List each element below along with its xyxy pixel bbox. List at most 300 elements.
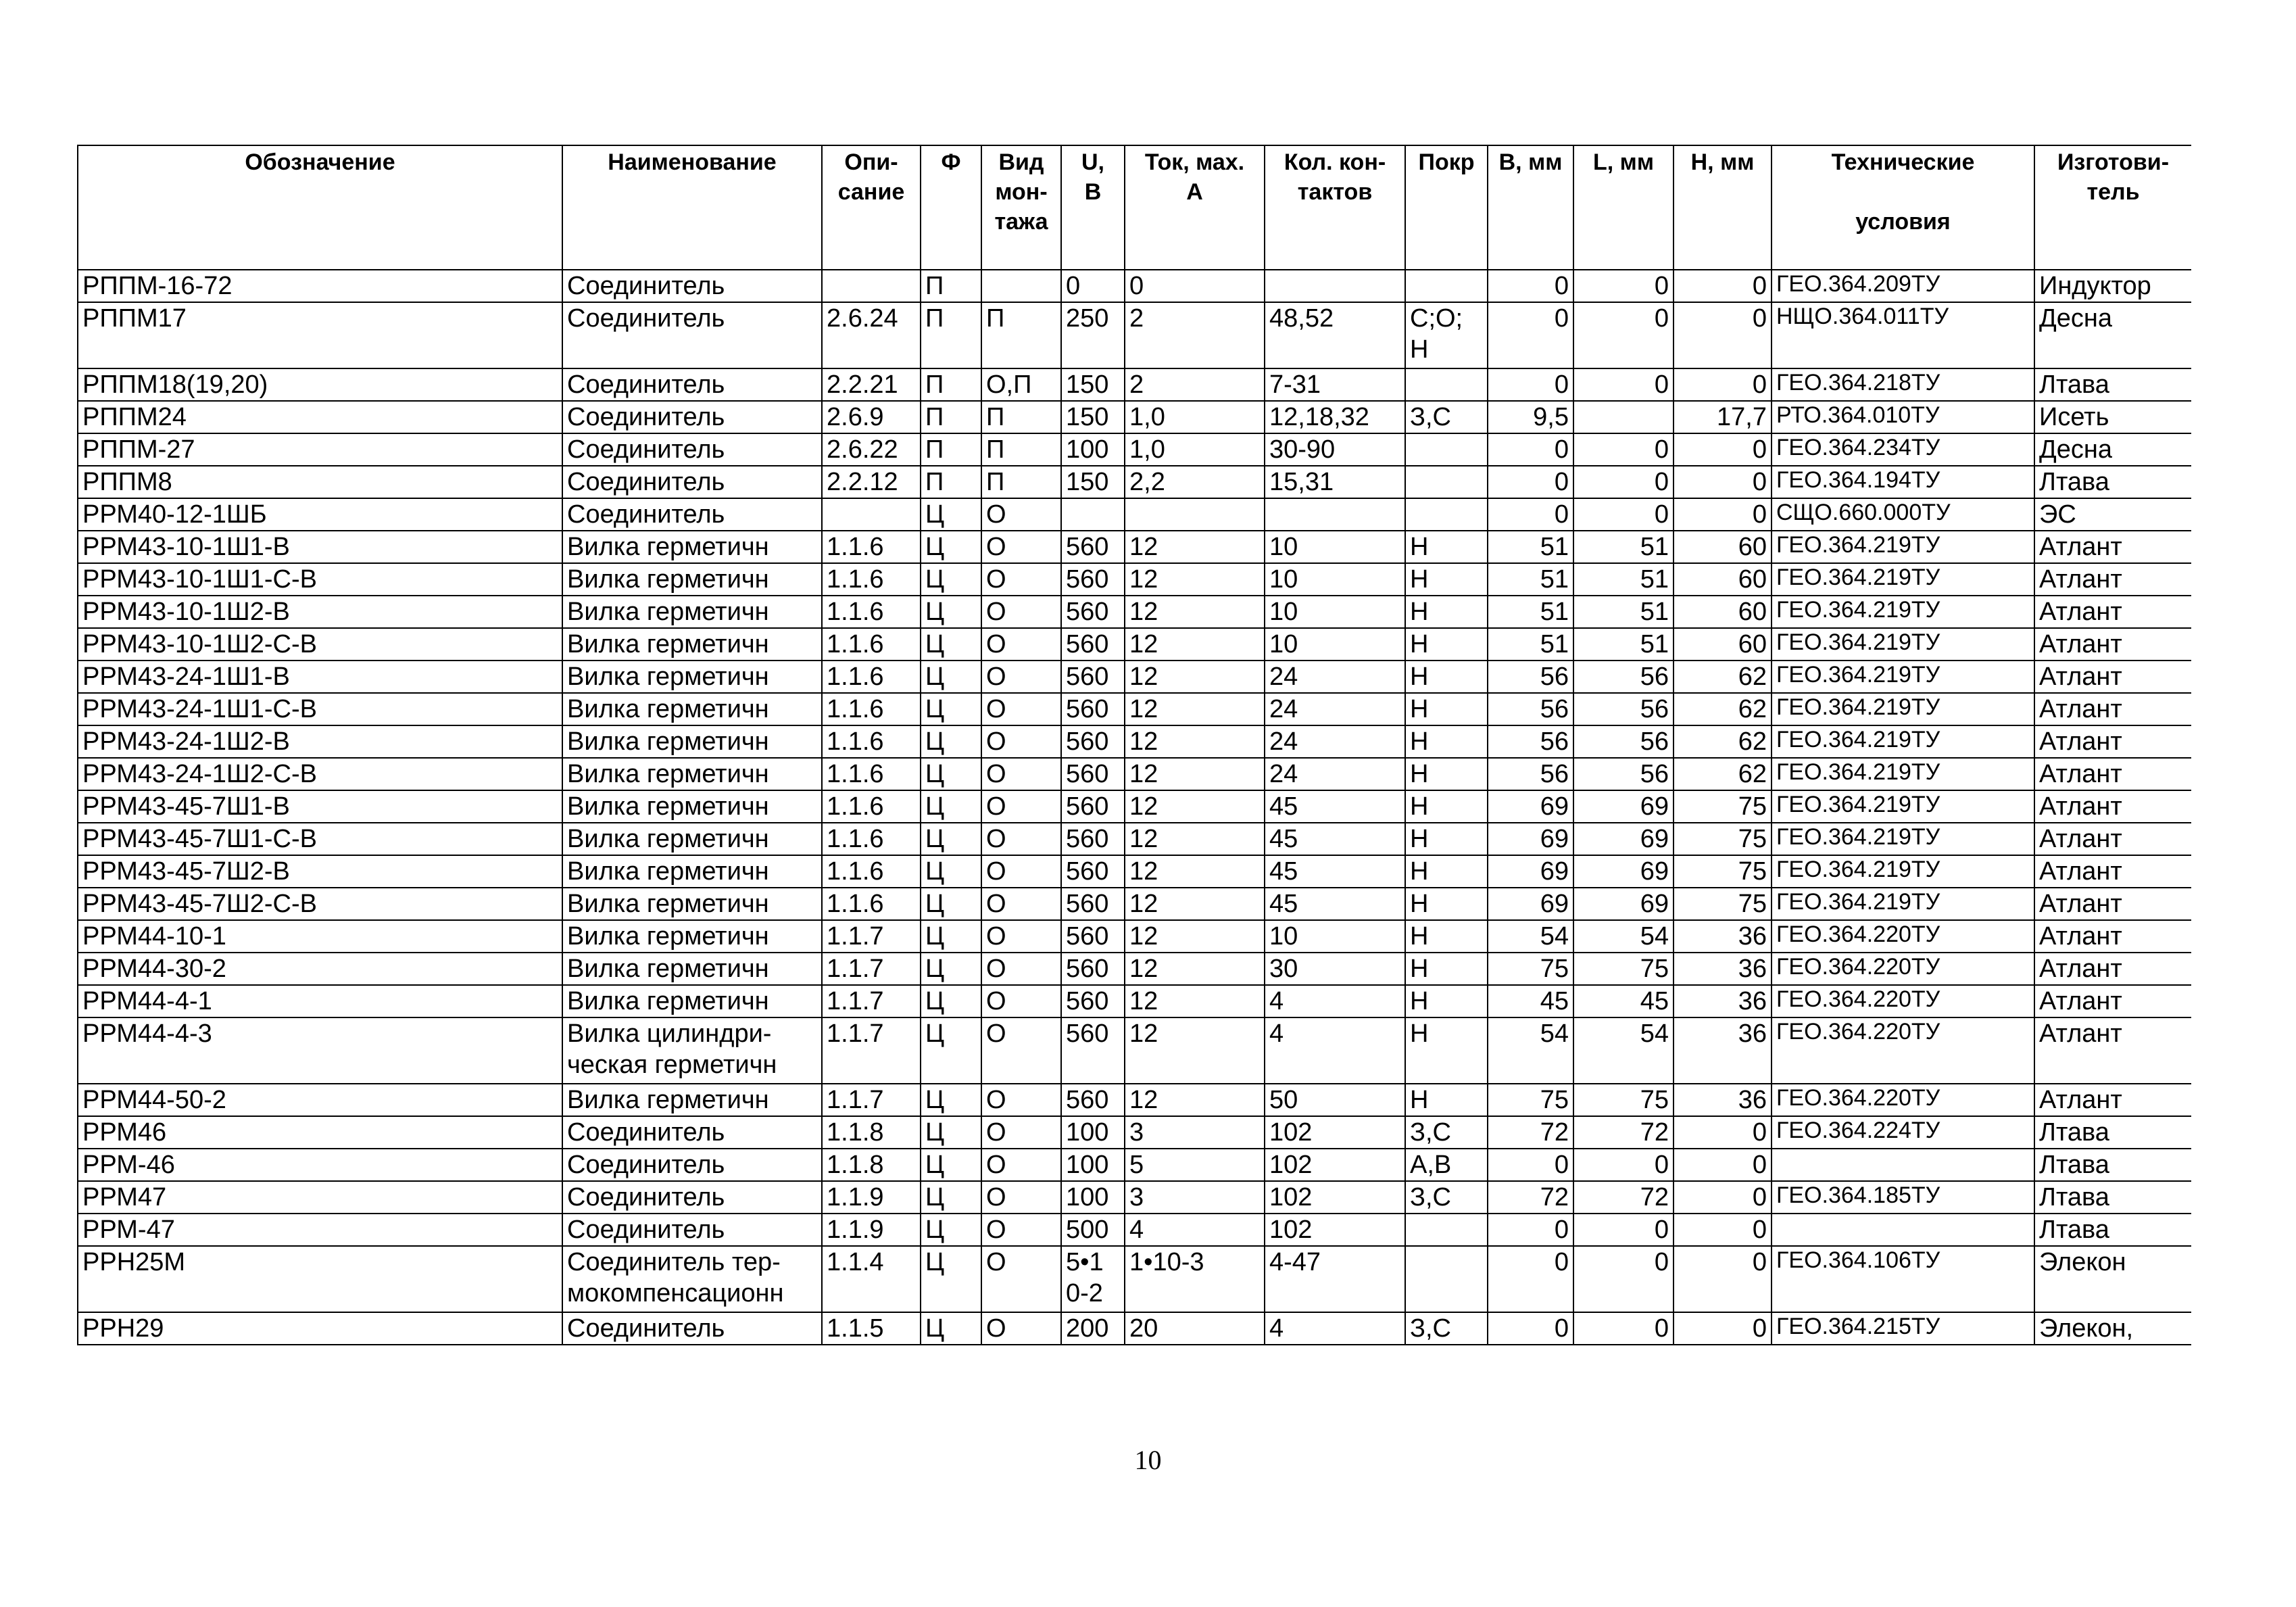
cell-b-mm: 72 [1488, 1116, 1573, 1149]
cell-designation: РППМ24 [78, 401, 562, 433]
cell-technical-conditions: ГЕО.364.220ТУ [1772, 1017, 2034, 1084]
cell-form: Ц [921, 661, 981, 693]
cell-mount-type: О [981, 1181, 1061, 1214]
cell-technical-conditions: ГЕО.364.219ТУ [1772, 823, 2034, 855]
cell-contact-count: 48,52 [1265, 302, 1405, 368]
cell-voltage: 560 [1061, 920, 1125, 953]
table-row [78, 433, 2191, 466]
cell-form: П [921, 401, 981, 433]
cell-form: Ц [921, 596, 981, 628]
cell-l-mm: 51 [1573, 596, 1674, 628]
cell-description: 1.1.6 [822, 888, 921, 920]
cell-coating: Н [1405, 823, 1488, 855]
cell-designation: РППМ8 [78, 466, 562, 498]
cell-mount-type: О [981, 1312, 1061, 1345]
header-h-mm: Н, мм [1674, 145, 1772, 270]
cell-manufacturer: Атлант [2034, 661, 2191, 693]
cell-manufacturer: Лтава [2034, 1181, 2191, 1214]
cell-coating: З,С [1405, 1181, 1488, 1214]
cell-contact-count: 4 [1265, 1312, 1405, 1345]
cell-voltage: 100 [1061, 1149, 1125, 1181]
table-row [78, 693, 2191, 725]
cell-b-mm: 0 [1488, 466, 1573, 498]
header-manufacturer: Изготови- тель [2034, 145, 2191, 270]
cell-designation: РРМ40-12-1ШБ [78, 498, 562, 531]
cell-mount-type: О [981, 628, 1061, 661]
cell-current-max: 1,0 [1125, 433, 1265, 466]
cell-current-max: 12 [1125, 855, 1265, 888]
cell-mount-type: О [981, 1017, 1061, 1084]
cell-voltage: 0 [1061, 270, 1125, 302]
cell-contact-count: 24 [1265, 725, 1405, 758]
cell-technical-conditions: ГЕО.364.218ТУ [1772, 368, 2034, 401]
table-row [78, 1181, 2191, 1214]
cell-voltage: 560 [1061, 888, 1125, 920]
cell-technical-conditions: ГЕО.364.224ТУ [1772, 1116, 2034, 1149]
table-row [78, 563, 2191, 596]
cell-technical-conditions: ГЕО.364.219ТУ [1772, 531, 2034, 563]
cell-l-mm: 56 [1573, 661, 1674, 693]
cell-h-mm: 0 [1674, 466, 1772, 498]
cell-form: П [921, 466, 981, 498]
cell-mount-type: О [981, 823, 1061, 855]
header-technical-conditions: Технические условия [1772, 145, 2034, 270]
cell-coating [1405, 1246, 1488, 1312]
cell-manufacturer: Атлант [2034, 823, 2191, 855]
table-row [78, 823, 2191, 855]
cell-coating: Н [1405, 758, 1488, 790]
table-row [78, 1084, 2191, 1116]
cell-h-mm: 62 [1674, 693, 1772, 725]
cell-form: Ц [921, 1312, 981, 1345]
cell-technical-conditions: ГЕО.364.219ТУ [1772, 855, 2034, 888]
cell-designation: РРМ47 [78, 1181, 562, 1214]
cell-description: 1.1.4 [822, 1246, 921, 1312]
cell-b-mm: 0 [1488, 368, 1573, 401]
cell-current-max: 12 [1125, 628, 1265, 661]
header-mount-type: Вид мон- тажа [981, 145, 1061, 270]
header-form: Ф [921, 145, 981, 270]
cell-contact-count: 15,31 [1265, 466, 1405, 498]
cell-manufacturer: Лтава [2034, 368, 2191, 401]
cell-mount-type: П [981, 466, 1061, 498]
cell-description: 1.1.9 [822, 1214, 921, 1246]
table-row [78, 498, 2191, 531]
cell-form: Ц [921, 790, 981, 823]
cell-h-mm: 36 [1674, 985, 1772, 1017]
cell-description: 1.1.6 [822, 855, 921, 888]
cell-contact-count [1265, 270, 1405, 302]
cell-manufacturer: Атлант [2034, 1017, 2191, 1084]
cell-b-mm: 75 [1488, 1084, 1573, 1116]
header-b-mm: В, мм [1488, 145, 1573, 270]
cell-h-mm: 60 [1674, 563, 1772, 596]
cell-h-mm: 75 [1674, 888, 1772, 920]
table-row [78, 628, 2191, 661]
cell-name: Соединитель [562, 368, 822, 401]
cell-form: Ц [921, 498, 981, 531]
cell-designation: РРМ43-24-1Ш1-С-В [78, 693, 562, 725]
cell-mount-type: О [981, 725, 1061, 758]
cell-coating: Н [1405, 628, 1488, 661]
cell-designation: РРМ43-10-1Ш2-С-В [78, 628, 562, 661]
cell-b-mm: 9,5 [1488, 401, 1573, 433]
cell-coating: Н [1405, 888, 1488, 920]
cell-technical-conditions: ГЕО.364.220ТУ [1772, 953, 2034, 985]
cell-name: Вилка герметичн [562, 596, 822, 628]
cell-form: Ц [921, 855, 981, 888]
cell-manufacturer: Атлант [2034, 1084, 2191, 1116]
cell-contact-count: 45 [1265, 888, 1405, 920]
cell-name: Соединитель [562, 1312, 822, 1345]
cell-l-mm: 45 [1573, 985, 1674, 1017]
cell-voltage: 100 [1061, 1181, 1125, 1214]
cell-coating: З,С [1405, 1312, 1488, 1345]
cell-h-mm: 0 [1674, 1149, 1772, 1181]
cell-coating: Н [1405, 985, 1488, 1017]
header-contact-count: Кол. кон- тактов [1265, 145, 1405, 270]
cell-b-mm: 45 [1488, 985, 1573, 1017]
cell-technical-conditions: ГЕО.364.219ТУ [1772, 888, 2034, 920]
cell-coating: Н [1405, 693, 1488, 725]
cell-designation: РРМ44-10-1 [78, 920, 562, 953]
cell-description: 1.1.7 [822, 953, 921, 985]
cell-voltage: 5•1 0-2 [1061, 1246, 1125, 1312]
cell-b-mm: 0 [1488, 1246, 1573, 1312]
cell-b-mm: 69 [1488, 823, 1573, 855]
cell-description: 1.1.6 [822, 790, 921, 823]
cell-mount-type: П [981, 302, 1061, 368]
cell-mount-type [981, 270, 1061, 302]
cell-h-mm: 75 [1674, 823, 1772, 855]
cell-contact-count: 10 [1265, 596, 1405, 628]
cell-form: Ц [921, 725, 981, 758]
cell-current-max [1125, 498, 1265, 531]
cell-description: 1.1.7 [822, 920, 921, 953]
cell-current-max: 12 [1125, 920, 1265, 953]
cell-l-mm: 56 [1573, 693, 1674, 725]
cell-h-mm: 0 [1674, 302, 1772, 368]
cell-manufacturer: Исеть [2034, 401, 2191, 433]
cell-current-max: 3 [1125, 1116, 1265, 1149]
cell-technical-conditions: ГЕО.364.185ТУ [1772, 1181, 2034, 1214]
cell-technical-conditions: ГЕО.364.219ТУ [1772, 693, 2034, 725]
cell-h-mm: 60 [1674, 628, 1772, 661]
cell-designation: РРМ43-45-7Ш1-С-В [78, 823, 562, 855]
cell-current-max: 12 [1125, 693, 1265, 725]
cell-description: 1.1.6 [822, 758, 921, 790]
cell-contact-count: 10 [1265, 628, 1405, 661]
cell-description: 1.1.6 [822, 661, 921, 693]
cell-h-mm: 0 [1674, 368, 1772, 401]
cell-form: Ц [921, 531, 981, 563]
cell-current-max: 4 [1125, 1214, 1265, 1246]
cell-manufacturer: Атлант [2034, 725, 2191, 758]
cell-contact-count: 4 [1265, 1017, 1405, 1084]
cell-manufacturer: Атлант [2034, 563, 2191, 596]
cell-name: Вилка герметичн [562, 758, 822, 790]
cell-l-mm: 72 [1573, 1116, 1674, 1149]
cell-coating: Н [1405, 920, 1488, 953]
cell-voltage: 560 [1061, 1017, 1125, 1084]
cell-mount-type: О [981, 1116, 1061, 1149]
cell-form: П [921, 270, 981, 302]
cell-b-mm: 0 [1488, 1214, 1573, 1246]
cell-designation: РРМ43-45-7Ш2-В [78, 855, 562, 888]
cell-manufacturer: Атлант [2034, 628, 2191, 661]
cell-contact-count: 45 [1265, 790, 1405, 823]
cell-h-mm: 36 [1674, 953, 1772, 985]
cell-designation: РППМ-27 [78, 433, 562, 466]
cell-l-mm: 0 [1573, 1149, 1674, 1181]
cell-mount-type: О [981, 661, 1061, 693]
cell-technical-conditions: ГЕО.364.219ТУ [1772, 790, 2034, 823]
cell-l-mm: 0 [1573, 466, 1674, 498]
cell-voltage: 500 [1061, 1214, 1125, 1246]
cell-current-max: 20 [1125, 1312, 1265, 1345]
cell-name: Вилка герметичн [562, 855, 822, 888]
cell-current-max: 5 [1125, 1149, 1265, 1181]
cell-description: 2.2.21 [822, 368, 921, 401]
cell-b-mm: 69 [1488, 888, 1573, 920]
cell-designation: РРМ43-45-7Ш2-С-В [78, 888, 562, 920]
cell-current-max: 12 [1125, 953, 1265, 985]
cell-manufacturer: Лтава [2034, 1149, 2191, 1181]
cell-mount-type: О [981, 888, 1061, 920]
cell-contact-count: 10 [1265, 563, 1405, 596]
cell-b-mm: 51 [1488, 628, 1573, 661]
table-row [78, 302, 2191, 368]
table-row [78, 661, 2191, 693]
cell-coating: Н [1405, 563, 1488, 596]
table-row [78, 270, 2191, 302]
cell-b-mm: 69 [1488, 855, 1573, 888]
cell-description: 1.1.6 [822, 563, 921, 596]
cell-voltage: 560 [1061, 693, 1125, 725]
cell-mount-type: О [981, 855, 1061, 888]
cell-l-mm: 0 [1573, 270, 1674, 302]
header-voltage: U, В [1061, 145, 1125, 270]
cell-coating: А,В [1405, 1149, 1488, 1181]
cell-name: Вилка герметичн [562, 1084, 822, 1116]
cell-coating [1405, 368, 1488, 401]
cell-form: Ц [921, 1084, 981, 1116]
cell-mount-type: О [981, 1149, 1061, 1181]
header-name: Наименование [562, 145, 822, 270]
cell-manufacturer: Атлант [2034, 855, 2191, 888]
cell-technical-conditions: ГЕО.364.106ТУ [1772, 1246, 2034, 1312]
cell-name: Вилка герметичн [562, 953, 822, 985]
cell-h-mm: 62 [1674, 725, 1772, 758]
cell-form: Ц [921, 1181, 981, 1214]
cell-l-mm: 0 [1573, 1246, 1674, 1312]
cell-voltage: 560 [1061, 823, 1125, 855]
page-number: 10 [1134, 1445, 1162, 1475]
cell-manufacturer: Атлант [2034, 758, 2191, 790]
cell-contact-count: 30 [1265, 953, 1405, 985]
cell-form: Ц [921, 563, 981, 596]
cell-manufacturer: Атлант [2034, 888, 2191, 920]
cell-technical-conditions: ГЕО.364.220ТУ [1772, 1084, 2034, 1116]
cell-coating: З,С [1405, 1116, 1488, 1149]
cell-l-mm: 69 [1573, 823, 1674, 855]
cell-h-mm: 0 [1674, 270, 1772, 302]
cell-b-mm: 56 [1488, 693, 1573, 725]
cell-name: Вилка герметичн [562, 888, 822, 920]
cell-contact-count: 24 [1265, 758, 1405, 790]
cell-form: Ц [921, 1149, 981, 1181]
cell-coating [1405, 433, 1488, 466]
cell-form: П [921, 302, 981, 368]
cell-l-mm: 56 [1573, 725, 1674, 758]
cell-b-mm: 0 [1488, 270, 1573, 302]
cell-technical-conditions [1772, 1214, 2034, 1246]
cell-l-mm: 0 [1573, 302, 1674, 368]
cell-manufacturer: Элекон [2034, 1246, 2191, 1312]
cell-contact-count [1265, 498, 1405, 531]
cell-b-mm: 51 [1488, 563, 1573, 596]
cell-form: Ц [921, 1017, 981, 1084]
cell-l-mm: 54 [1573, 1017, 1674, 1084]
cell-l-mm: 51 [1573, 563, 1674, 596]
cell-h-mm: 36 [1674, 920, 1772, 953]
cell-voltage: 150 [1061, 368, 1125, 401]
cell-mount-type: О,П [981, 368, 1061, 401]
cell-h-mm: 62 [1674, 661, 1772, 693]
cell-manufacturer: Индуктор [2034, 270, 2191, 302]
table-header [78, 145, 2191, 270]
header-coating: Покр [1405, 145, 1488, 270]
cell-l-mm: 0 [1573, 1312, 1674, 1345]
cell-voltage: 100 [1061, 1116, 1125, 1149]
header-description: Опи- сание [822, 145, 921, 270]
cell-designation: РРМ43-24-1Ш2-В [78, 725, 562, 758]
cell-manufacturer: Атлант [2034, 790, 2191, 823]
cell-designation: РРМ44-30-2 [78, 953, 562, 985]
cell-b-mm: 54 [1488, 920, 1573, 953]
cell-description: 1.1.6 [822, 823, 921, 855]
cell-technical-conditions: ГЕО.364.234ТУ [1772, 433, 2034, 466]
cell-voltage: 560 [1061, 661, 1125, 693]
cell-name: Вилка герметичн [562, 693, 822, 725]
cell-form: Ц [921, 1246, 981, 1312]
cell-voltage: 560 [1061, 628, 1125, 661]
cell-l-mm [1573, 401, 1674, 433]
cell-l-mm: 54 [1573, 920, 1674, 953]
table-row [78, 725, 2191, 758]
cell-voltage [1061, 498, 1125, 531]
cell-manufacturer: Элекон, [2034, 1312, 2191, 1345]
cell-technical-conditions: РТО.364.010ТУ [1772, 401, 2034, 433]
cell-coating: Н [1405, 725, 1488, 758]
cell-l-mm: 72 [1573, 1181, 1674, 1214]
table-row [78, 1149, 2191, 1181]
cell-contact-count: 102 [1265, 1149, 1405, 1181]
cell-name: Соединитель [562, 1116, 822, 1149]
cell-manufacturer: Десна [2034, 302, 2191, 368]
cell-contact-count: 45 [1265, 823, 1405, 855]
table-row [78, 401, 2191, 433]
cell-designation: РРН29 [78, 1312, 562, 1345]
cell-name: Соединитель [562, 498, 822, 531]
cell-description: 1.1.6 [822, 628, 921, 661]
cell-designation: РППМ-16-72 [78, 270, 562, 302]
cell-current-max: 12 [1125, 888, 1265, 920]
cell-coating: Н [1405, 596, 1488, 628]
cell-b-mm: 56 [1488, 758, 1573, 790]
cell-current-max: 12 [1125, 531, 1265, 563]
cell-form: П [921, 433, 981, 466]
cell-contact-count: 24 [1265, 693, 1405, 725]
table-row [78, 888, 2191, 920]
cell-b-mm: 0 [1488, 1312, 1573, 1345]
cell-voltage: 560 [1061, 563, 1125, 596]
table-row [78, 531, 2191, 563]
cell-contact-count: 4-47 [1265, 1246, 1405, 1312]
cell-contact-count: 12,18,32 [1265, 401, 1405, 433]
cell-voltage: 560 [1061, 985, 1125, 1017]
cell-name: Соединитель [562, 433, 822, 466]
table-row [78, 1246, 2191, 1312]
cell-description [822, 498, 921, 531]
cell-coating [1405, 270, 1488, 302]
cell-contact-count: 10 [1265, 531, 1405, 563]
cell-coating: Н [1405, 855, 1488, 888]
cell-form: Ц [921, 888, 981, 920]
cell-h-mm: 17,7 [1674, 401, 1772, 433]
cell-technical-conditions: СЩО.660.000ТУ [1772, 498, 2034, 531]
cell-form: Ц [921, 693, 981, 725]
cell-h-mm: 60 [1674, 596, 1772, 628]
cell-manufacturer: Лтава [2034, 1116, 2191, 1149]
cell-contact-count: 24 [1265, 661, 1405, 693]
cell-coating: Н [1405, 661, 1488, 693]
cell-contact-count: 10 [1265, 920, 1405, 953]
cell-form: Ц [921, 758, 981, 790]
cell-l-mm: 0 [1573, 498, 1674, 531]
cell-coating: Н [1405, 953, 1488, 985]
cell-designation: РРМ43-10-1Ш1-В [78, 531, 562, 563]
cell-voltage: 200 [1061, 1312, 1125, 1345]
cell-h-mm: 75 [1674, 855, 1772, 888]
cell-voltage: 560 [1061, 855, 1125, 888]
cell-name: Соединитель [562, 270, 822, 302]
cell-b-mm: 0 [1488, 1149, 1573, 1181]
cell-contact-count: 4 [1265, 985, 1405, 1017]
cell-name: Вилка герметичн [562, 823, 822, 855]
cell-h-mm: 60 [1674, 531, 1772, 563]
cell-description: 1.1.5 [822, 1312, 921, 1345]
cell-name: Вилка герметичн [562, 563, 822, 596]
cell-technical-conditions [1772, 1149, 2034, 1181]
cell-mount-type: П [981, 433, 1061, 466]
cell-manufacturer: Лтава [2034, 1214, 2191, 1246]
cell-description: 2.6.24 [822, 302, 921, 368]
cell-contact-count: 45 [1265, 855, 1405, 888]
cell-description: 2.6.22 [822, 433, 921, 466]
cell-current-max: 1•10-3 [1125, 1246, 1265, 1312]
cell-coating: Н [1405, 790, 1488, 823]
cell-mount-type: О [981, 920, 1061, 953]
cell-mount-type: О [981, 596, 1061, 628]
cell-b-mm: 75 [1488, 953, 1573, 985]
cell-name: Соединитель тер- мокомпенсационн [562, 1246, 822, 1312]
cell-current-max: 12 [1125, 823, 1265, 855]
cell-technical-conditions: НЩО.364.011ТУ [1772, 302, 2034, 368]
cell-designation: РППМ18(19,20) [78, 368, 562, 401]
cell-technical-conditions: ГЕО.364.219ТУ [1772, 628, 2034, 661]
cell-mount-type: О [981, 953, 1061, 985]
